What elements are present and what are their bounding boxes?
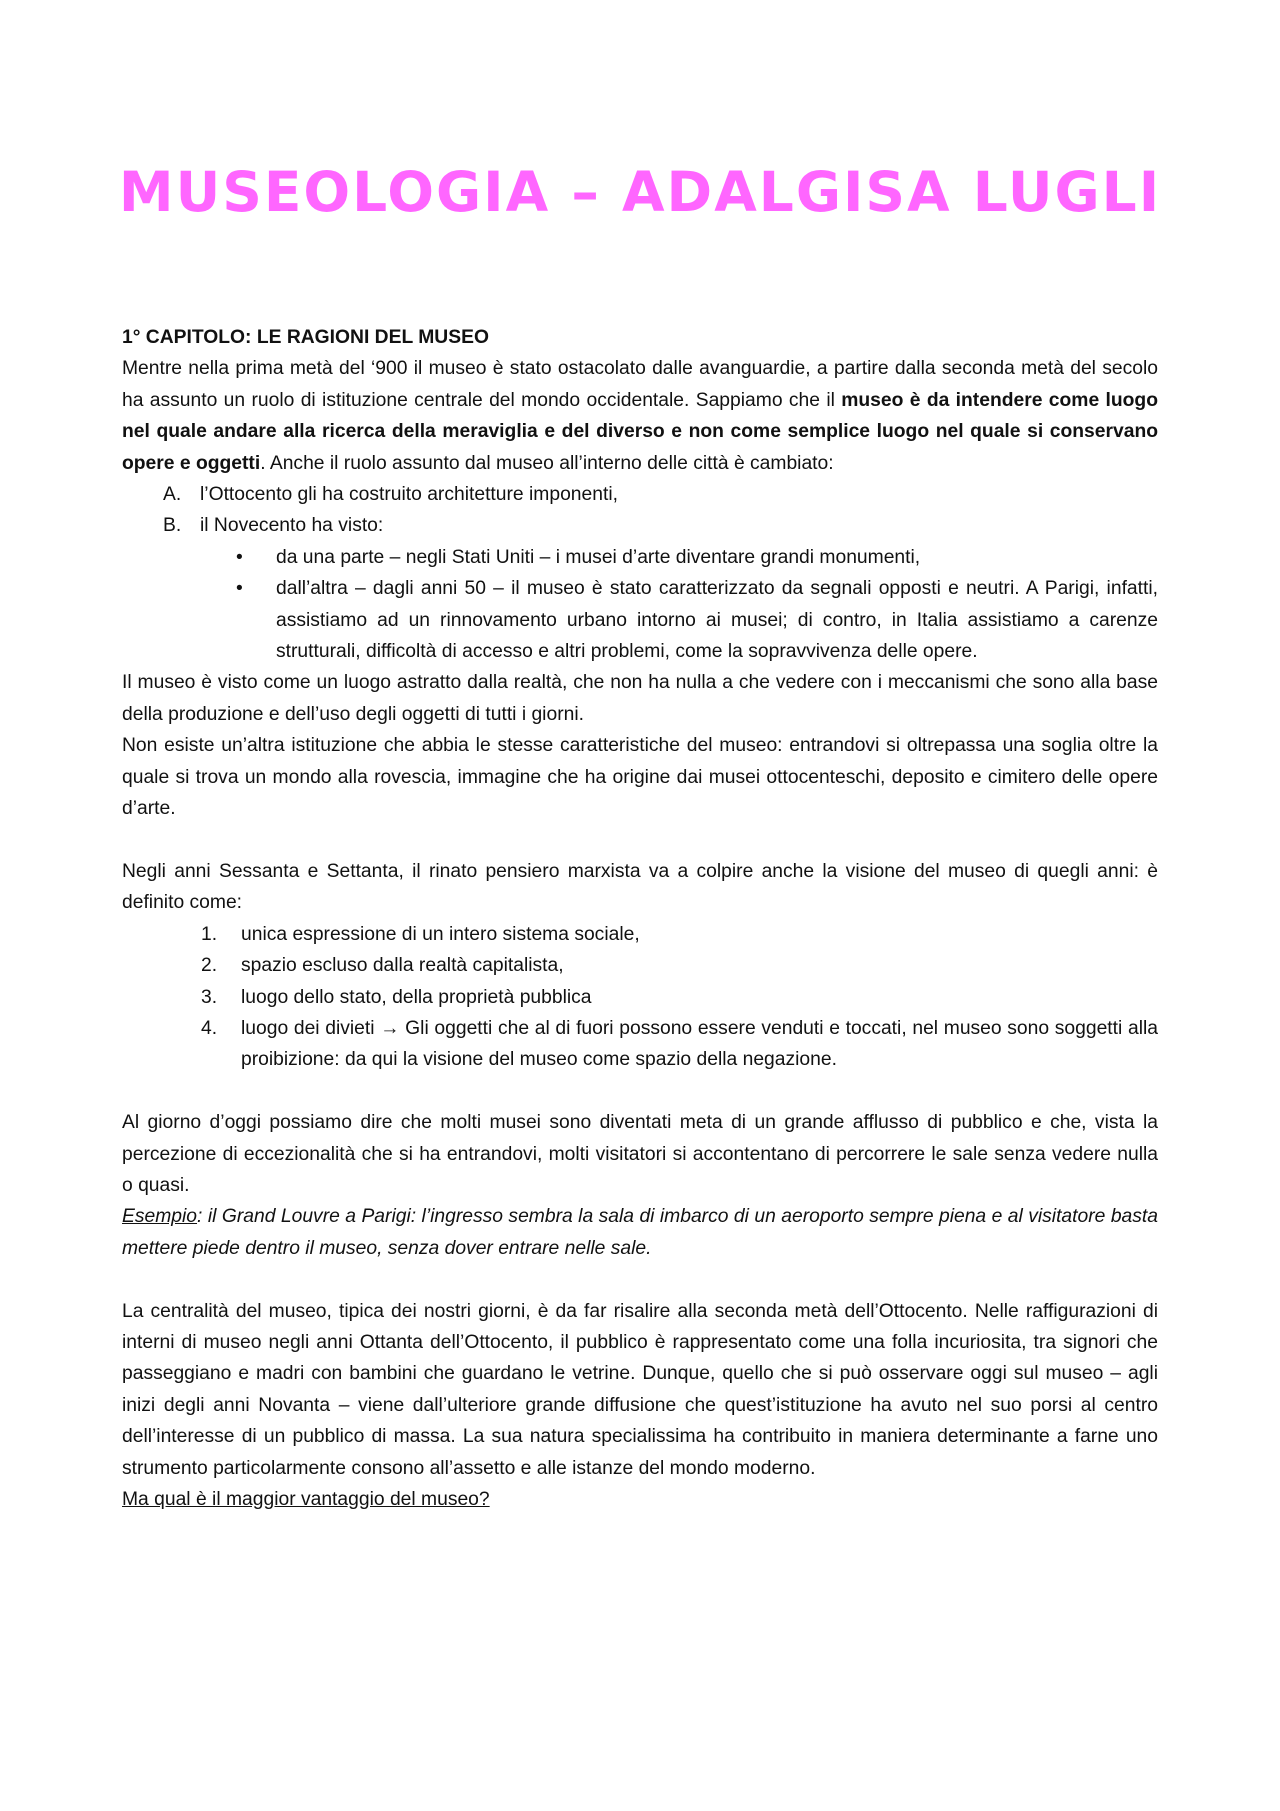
list-marker: 4. xyxy=(201,1017,218,1039)
list-item-text: luogo dei divieti → Gli oggetti che al di fuori possono essere venduti e toccati, nel museo sono soggetti alla proibizione: da qui la visione del museo come spazio della negazione. xyxy=(241,1017,1158,1071)
list-item xyxy=(236,573,1158,667)
list-marker: 3. xyxy=(201,986,218,1008)
paragraph: Il museo è visto come un luogo astratto dalla realtà, che non ha nulla a che vedere con i meccanismi che sono alla base della produzione e dell’uso degli oggetti di tutti i giorni. xyxy=(122,672,1158,725)
list-item-text: l’Ottocento gli ha costruito architetture imponenti, xyxy=(200,484,618,506)
bullet-icon: • xyxy=(236,546,243,568)
blank-line xyxy=(122,825,1158,856)
list-item-text: il Novecento ha visto: xyxy=(200,515,384,537)
list-marker: 1. xyxy=(201,923,218,945)
list-item-text: unica espressione di un intero sistema sociale, xyxy=(241,923,640,945)
paragraph: Non esiste un’altra istituzione che abbia le stesse caratteristiche del museo: entrandovi si oltrepassa una soglia oltre la quale si trova un mondo alla rovescia, immagine che ha origine dai musei ottocenteschi, deposito e cimitero delle opere d’arte. xyxy=(122,735,1158,820)
paragraph: Negli anni Sessanta e Settanta, il rinato pensiero marxista va a colpire anche la visione del museo di quegli anni: è definito come: xyxy=(122,860,1158,914)
bullet-icon: • xyxy=(236,578,243,600)
document-body xyxy=(122,322,1158,1515)
paragraph-intro-bold: museo è da intendere come luogo nel quale andare alla ricerca della meraviglia e del diverso e non come semplice luogo nel quale si conservano opere e oggetti xyxy=(122,389,1158,474)
paragraph: La centralità del museo, tipica dei nostri giorni, è da far risalire alla seconda metà dell’Ottocento. Nelle raffigurazioni di interni di museo negli anni Ottanta dell’Ottocento, il pubblico è rappresentato come una folla incuriosita, tra signori che passeggiano e madri con bambini che guardano le vetrine. Dunque, quello che si può osservare oggi sul museo – agli inizi degli anni Novanta – viene dall’ulteriore grande diffusione che quest’istituzione ha avuto nel suo porsi al centro dell’interesse di un pubblico di massa. La sua natura specialissima ha contribuito in maniera determinante a farne uno strumento particolarmente consono all’assetto e alle istanze del mondo moderno. xyxy=(122,1300,1158,1479)
paragraph-intro-end: . Anche il ruolo assunto dal museo all’interno delle città è cambiato: xyxy=(260,452,834,474)
example-text: : il Grand Louvre a Parigi: l’ingresso sembra la sala di imbarco di un aeroporto sempre piena e al visitatore basta mettere piede dentro il museo, senza dover entrare nelle sale. xyxy=(122,1206,1158,1259)
example-label: Esempio xyxy=(122,1206,198,1228)
list-marker: A. xyxy=(163,484,182,506)
paragraph-intro xyxy=(122,353,1158,479)
document-title: MUSEOLOGIA – ADALGISA LUGLI xyxy=(118,160,1162,224)
list-item-text: luogo dello stato, della proprietà pubblica xyxy=(241,986,592,1008)
chapter-heading: 1° CAPITOLO: LE RAGIONI DEL MUSEO xyxy=(122,327,489,348)
question-line xyxy=(122,1484,1158,1515)
list-item xyxy=(163,510,1158,541)
list-marker: B. xyxy=(163,515,182,537)
list-item xyxy=(201,950,1158,981)
list-item xyxy=(163,479,1158,510)
example-paragraph xyxy=(122,1201,1158,1264)
alpha-list xyxy=(122,479,1158,542)
paragraph-intro-start: Mentre nella prima metà del ‘900 il museo è stato ostacolato dalle avanguardie, a partire dalla seconda metà del secolo ha assunto un ruolo di istituzione centrale del mondo occidentale. Sappiamo che il xyxy=(122,358,1158,411)
list-item xyxy=(236,542,1158,573)
bullet-list xyxy=(122,542,1158,668)
list-item xyxy=(201,1013,1158,1076)
numbered-list xyxy=(122,919,1158,1076)
paragraph: Al giorno d’oggi possiamo dire che molti musei sono diventati meta di un grande afflusso di pubblico e che, vista la percezione di eccezionalità che si ha entrandovi, molti visitatori si accontentano di percorrere le sale senza vedere nulla o quasi. xyxy=(122,1112,1158,1196)
list-item-text: da una parte – negli Stati Uniti – i musei d’arte diventare grandi monumenti, xyxy=(276,546,921,568)
list-marker: 2. xyxy=(201,955,218,977)
list-item-text: spazio escluso dalla realtà capitalista, xyxy=(241,955,564,977)
blank-line xyxy=(122,1076,1158,1107)
question-text: Ma qual è il maggior vantaggio del museo? xyxy=(122,1488,490,1510)
list-item xyxy=(201,919,1158,950)
list-item-text: dall’altra – dagli anni 50 – il museo è stato caratterizzato da segnali opposti e neutri. A Parigi, infatti, assistiamo ad un rinnovamento urbano intorno ai musei; di contro, in Italia assistiamo a carenze strutturali, difficoltà di accesso e altri problemi, come la sopravvivenza delle opere. xyxy=(276,578,1158,663)
list-item xyxy=(201,982,1158,1013)
blank-line xyxy=(122,1264,1158,1295)
